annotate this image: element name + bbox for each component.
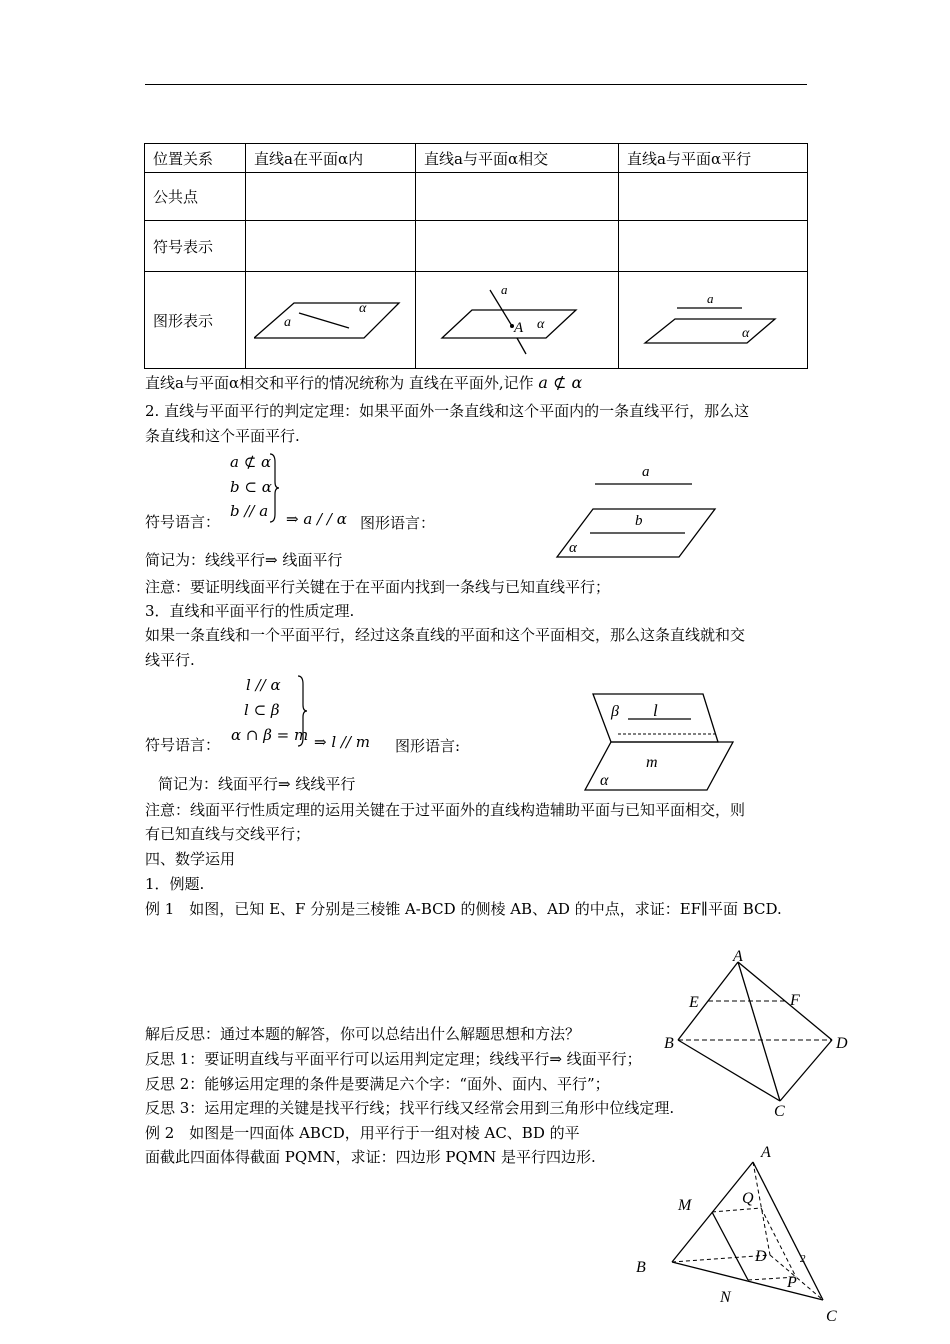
label-alpha: α [537,317,545,332]
label-a: a [501,282,508,297]
text-line: 反思 3：运用定理的关键是找平行线；找平行线又经常会用到三角形中位线定理. [145,1099,675,1117]
label-Q: Q [742,1190,754,1207]
label-P: P [787,1274,797,1291]
table-row [145,272,808,369]
figure-line-in-plane [246,272,416,369]
relation-table [144,143,808,369]
label-B: B [664,1035,674,1052]
label-M: M [678,1197,692,1214]
label-l: l [653,701,658,720]
text-line: 有已知直线与交线平行； [145,825,311,843]
condition: α ∩ β = m [231,726,309,744]
condition: b ⊂ α [230,478,272,496]
label-m: m [646,754,658,771]
label-a: a [284,315,291,330]
label-D: D [836,1035,848,1052]
header-cell: 直线a与平面α平行 [619,144,808,173]
label-2: 2 [800,1253,806,1265]
text-line: 3．直线和平面平行的性质定理. [145,602,355,620]
label-a: a [642,464,650,480]
text-line: 1．例题. [145,875,205,893]
text-line: 反思 1：要证明直线与平面平行可以运用判定定理；线线平行⇒ 线面平行； [145,1050,642,1068]
text-line: 反思 2：能够运用定理的条件是要满足六个字：“面外、面内、平行”； [145,1075,610,1093]
row-label: 符号表示 [145,221,246,272]
figure-line-intersect [416,272,619,369]
table-row [145,221,808,272]
figure-line-parallel [619,272,808,369]
label-B: B [636,1259,646,1276]
label-alpha: α [359,301,367,316]
table-row [145,173,808,221]
label-A: A [514,320,524,336]
top-rule [145,84,807,85]
symbol-language-label: 符号语言： [145,513,221,531]
table-header-row [145,144,808,173]
text-line: 解后反思：通过本题的解答，你可以总结出什么解题思想和方法？ [145,1025,581,1043]
header-cell: 直线a在平面α内 [246,144,416,173]
text-line: 条直线和这个平面平行. [145,427,300,445]
condition: l // α [246,676,281,694]
header-cell: 直线a与平面α相交 [416,144,619,173]
text-line: 简记为：线面平行⇒ 线线平行 [158,775,356,793]
condition: b // a [230,502,269,520]
condition: l ⊂ β [244,701,280,719]
figure-theorem-1 [555,455,720,560]
text-line: 注意：要证明线面平行关键在于在平面内找到一条线与已知直线平行； [145,578,611,596]
example-2: 面截此四面体得截面 PQMN，求证：四边形 PQMN 是平行四边形. [145,1148,596,1166]
right-brace [268,452,280,524]
label-E: E [689,994,699,1011]
right-brace [296,674,308,748]
label-D: D [755,1248,767,1265]
text-line: 2. 直线与平面平行的判定定理：如果平面外一条直线和这个平面内的一条直线平行，那么这 [145,402,750,420]
conclusion: ⇒ a / / α [286,510,347,528]
text-line: 线平行. [145,651,195,669]
text-line: 简记为：线线平行⇒ 线面平行 [145,551,343,569]
figure-language-label: 图形语言: [395,737,461,755]
label-b: b [635,513,643,529]
label-C: C [826,1308,837,1325]
symbol-language-label: 符号语言： [145,736,221,754]
label-F: F [790,992,800,1009]
label-beta: β [611,703,619,720]
figure-example-1 [660,944,855,1124]
label-C: C [774,1103,785,1120]
label-alpha: α [742,326,750,341]
label-a: a [707,291,714,306]
label-alpha: α [600,772,609,789]
header-cell: 位置关系 [145,144,246,173]
text-line: 直线a与平面α相交和平行的情况统称为 直线在平面外,记作 a ⊄ α [145,373,583,392]
figure-theorem-2 [583,690,738,795]
text-line: 如果一条直线和一个平面平行，经过这条直线的平面和这个平面相交，那么这条直线就和交 [145,626,746,644]
label-A: A [761,1144,771,1161]
text-line: 注意：线面平行性质定理的运用关键在于过平面外的直线构造辅助平面与已知平面相交，则 [145,801,746,819]
label-A: A [733,948,743,965]
figure-language-label: 图形语言： [360,514,436,532]
row-label: 图形表示 [145,272,246,369]
example-1: 例 1 如图，已知 E、F 分别是三棱锥 A-BCD 的侧棱 AB、AD 的中点，求证：EF∥平面 BCD. [145,900,782,918]
section-heading: 四、数学运用 [145,850,236,868]
row-label: 公共点 [145,173,246,221]
figure-example-2 [630,1140,845,1325]
condition: a ⊄ α [230,453,272,471]
label-N: N [720,1289,731,1306]
conclusion: ⇒ l // m [314,733,371,751]
label-alpha: α [569,540,577,556]
example-2: 例 2 如图是一四面体 ABCD，用平行于一组对棱 AC、BD 的平 [145,1124,580,1142]
